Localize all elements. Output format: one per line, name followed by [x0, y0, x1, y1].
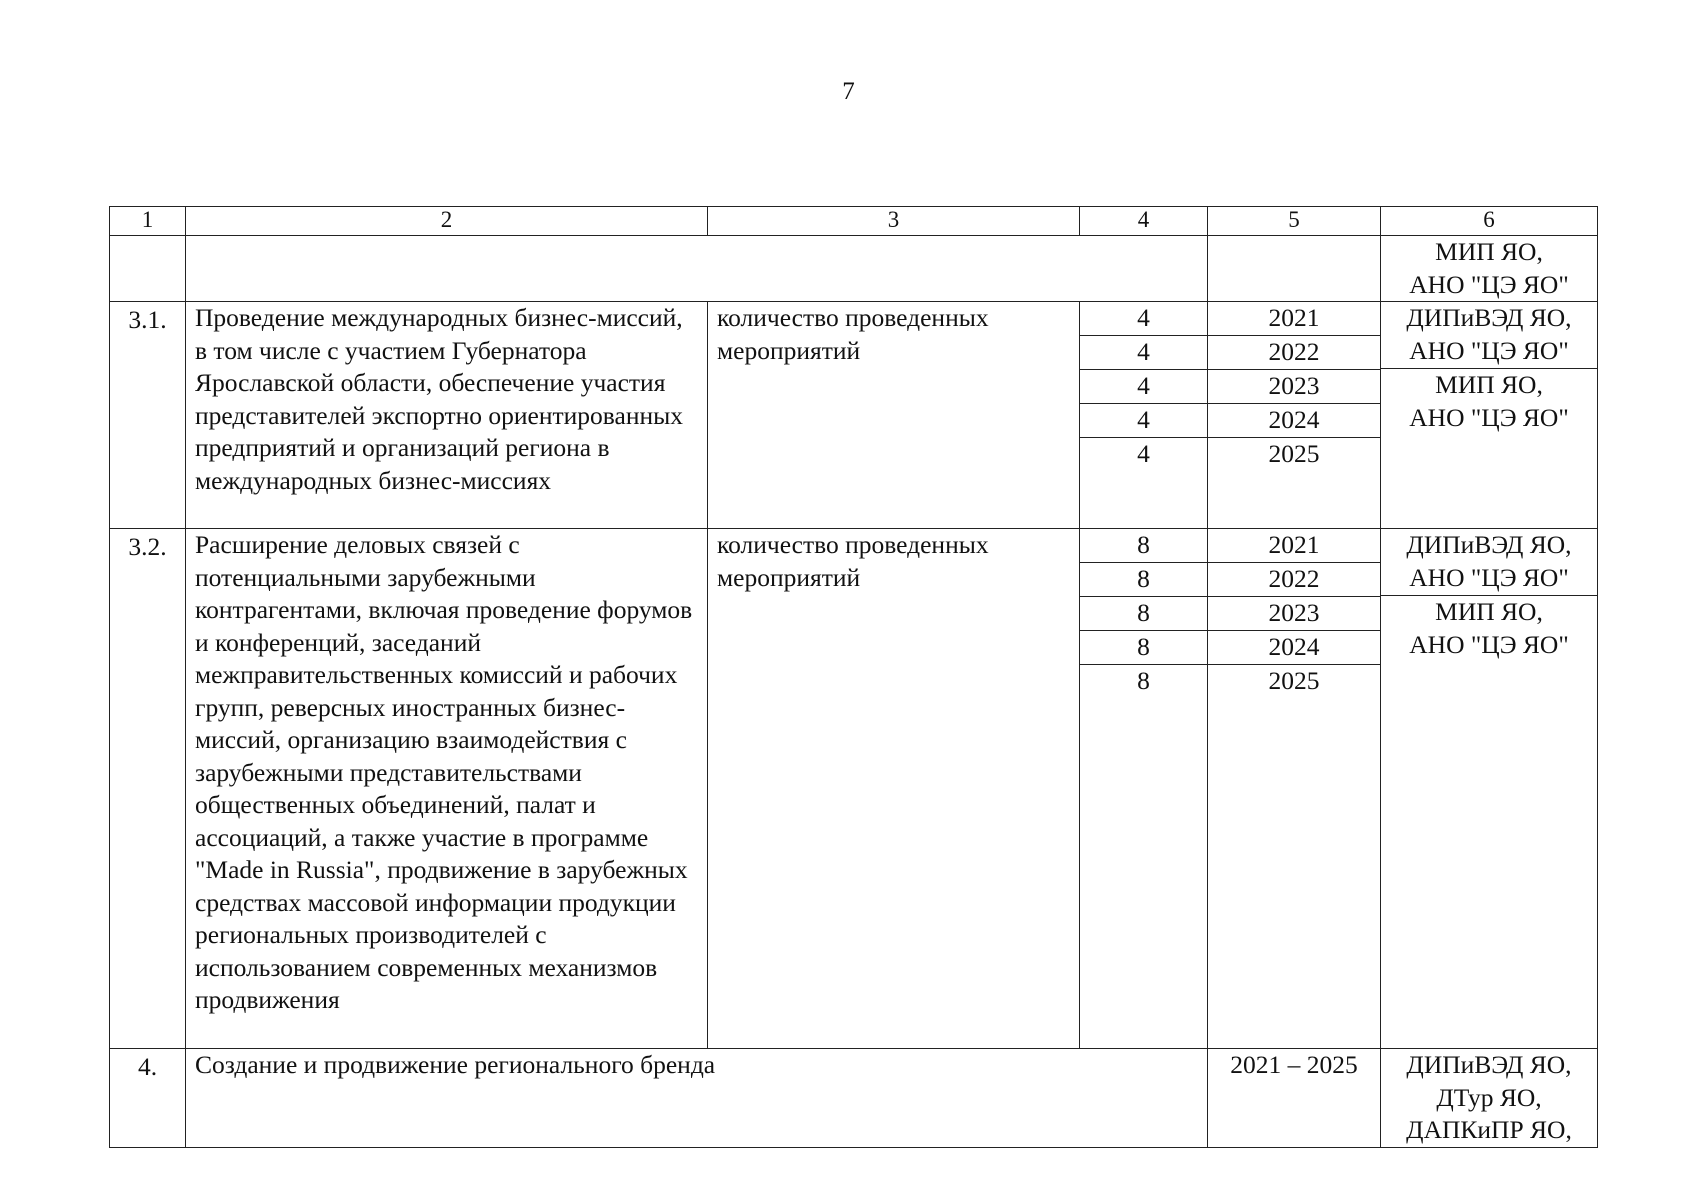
row-number: 3.1. [110, 302, 186, 529]
responsible-group-b [1381, 596, 1597, 661]
year-2025: 2025 [1268, 666, 1320, 695]
year-2021: 2021 [1208, 302, 1380, 336]
measure-description: Создание и продвижение регионального бренда [186, 1049, 1208, 1148]
measure-description: Расширение деловых связей с потенциальными зарубежными контрагентами, включая проведение форумов и конференций, заседаний межправительственных комиссий и рабочих групп, реверсных иностранных бизнес-миссий, организацию взаимодействия с зарубежными представительствами общественных объединений, палат и ассоциаций, а также участие в программе "Made in Russia", продвижение в зарубежных средствах массовой информации продукции региональных производителей с использованием современных механизмов продвижения [186, 529, 708, 1049]
value-2021: 4 [1080, 302, 1207, 336]
empty-number-cell [110, 236, 186, 302]
responsible-cell [1381, 236, 1598, 302]
measure-description: Проведение международных бизнес-миссий, в том числе с участием Губернатора Ярославской области, обеспечение участия представителей экспортно ориентированных предприятий и организаций региона в международных бизнес-миссиях [186, 302, 708, 529]
continuation-row [110, 236, 1598, 302]
value-2023: 8 [1080, 597, 1207, 631]
table-row-3-2 [110, 529, 1598, 1049]
responsible-line: ДИПиВЭД ЯО, [1406, 1050, 1572, 1079]
header-col-5: 5 [1208, 207, 1381, 236]
table-header-row [110, 207, 1598, 236]
years [1208, 529, 1381, 1049]
year-2022: 2022 [1208, 336, 1380, 370]
page-number: 7 [842, 78, 855, 105]
responsible-line: МИП ЯО, [1435, 370, 1543, 399]
responsible-line: АНО "ЦЭ ЯО" [1409, 629, 1569, 659]
responsible-cell [1381, 1049, 1598, 1148]
value-2021: 8 [1080, 529, 1207, 563]
responsible-group-a [1381, 529, 1597, 596]
indicator-values [1080, 302, 1208, 529]
responsible-cell [1381, 302, 1598, 529]
empty-merged-cell [186, 236, 1208, 302]
header-col-2: 2 [186, 207, 708, 236]
empty-period-cell [1208, 236, 1381, 302]
responsible-line: ДИПиВЭД ЯО, [1406, 303, 1572, 332]
responsible-line: МИП ЯО, [1435, 597, 1543, 626]
value-2022: 4 [1080, 336, 1207, 370]
header-col-4: 4 [1080, 207, 1208, 236]
responsible-line: ДТур ЯО, [1436, 1082, 1542, 1112]
value-2024: 4 [1080, 404, 1207, 438]
responsible-cell [1381, 529, 1598, 1049]
responsible-group-a [1381, 302, 1597, 369]
header-col-3: 3 [708, 207, 1080, 236]
responsible-line: ДИПиВЭД ЯО, [1406, 530, 1572, 559]
value-2022: 8 [1080, 563, 1207, 597]
period-cell: 2021 – 2025 [1208, 1049, 1381, 1148]
year-2023: 2023 [1208, 597, 1380, 631]
plan-table [109, 206, 1598, 1148]
year-2024: 2024 [1208, 404, 1380, 438]
indicator-name: количество проведенных мероприятий [708, 302, 1080, 529]
indicator-name: количество проведенных мероприятий [708, 529, 1080, 1049]
years [1208, 302, 1381, 529]
responsible-line: АНО "ЦЭ ЯО" [1409, 402, 1569, 432]
year-2024: 2024 [1208, 631, 1380, 665]
table-row-4 [110, 1049, 1598, 1148]
year-2025: 2025 [1268, 439, 1320, 468]
responsible-group-b [1381, 369, 1597, 434]
value-2024: 8 [1080, 631, 1207, 665]
header-col-1: 1 [110, 207, 186, 236]
responsible-line: АНО "ЦЭ ЯО" [1409, 335, 1569, 365]
value-2023: 4 [1080, 370, 1207, 404]
year-2023: 2023 [1208, 370, 1380, 404]
row-number: 4. [110, 1049, 186, 1148]
indicator-values [1080, 529, 1208, 1049]
year-2021: 2021 [1208, 529, 1380, 563]
responsible-line: ДАПКиПР ЯО, [1406, 1115, 1572, 1144]
value-2025: 4 [1137, 439, 1150, 468]
year-2022: 2022 [1208, 563, 1380, 597]
table-row-3-1 [110, 302, 1598, 529]
row-number: 3.2. [110, 529, 186, 1049]
responsible-line: АНО "ЦЭ ЯО" [1409, 269, 1569, 299]
header-col-6: 6 [1381, 207, 1598, 236]
value-2025: 8 [1137, 666, 1150, 695]
responsible-line: МИП ЯО, [1435, 237, 1543, 266]
responsible-line: АНО "ЦЭ ЯО" [1409, 562, 1569, 592]
